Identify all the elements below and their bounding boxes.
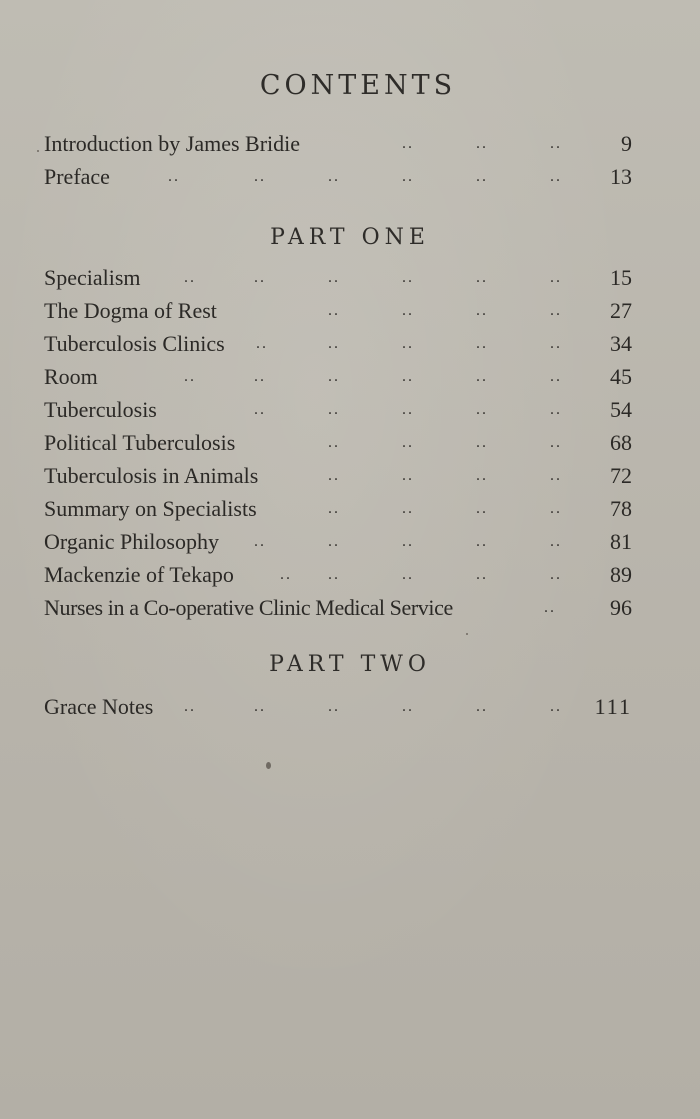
- leader-dots: ..: [550, 335, 562, 352]
- leader-dots: ..: [184, 269, 196, 286]
- toc-entry-title: Organic Philosophy: [44, 529, 219, 554]
- leader-dots: ..: [550, 269, 562, 286]
- leader-dots: ..: [328, 168, 340, 185]
- toc-entry-title: Tuberculosis Clinics: [44, 331, 225, 356]
- toc-entry-title: Nurses in a Co-operative Clinic Medical Service: [44, 595, 453, 620]
- toc-entry-title: Tuberculosis: [44, 397, 157, 422]
- contents-title: CONTENTS: [259, 70, 457, 101]
- toc-entry: [44, 294, 632, 327]
- toc-entry-page: 89: [610, 562, 632, 587]
- toc-entry-title: Political Tuberculosis: [44, 430, 236, 455]
- toc-entry-title: Introduction by James Bridie: [44, 131, 301, 156]
- leader-dots: ..: [476, 302, 488, 319]
- leader-dots: ..: [402, 335, 414, 352]
- toc-entry: [44, 127, 632, 160]
- leader-dots: ..: [402, 566, 414, 583]
- leader-dots: ..: [168, 168, 180, 185]
- leader-dots: ..: [254, 368, 266, 385]
- leader-dots: ..: [476, 401, 488, 418]
- leader-dots: ..: [328, 434, 340, 451]
- toc-entry-title: Mackenzie of Tekapo: [44, 562, 234, 587]
- leader-dots: ..: [550, 368, 562, 385]
- leader-dots: ..: [550, 302, 562, 319]
- leader-dots: ..: [402, 168, 414, 185]
- paper-speck: [466, 633, 468, 635]
- leader-dots: ..: [476, 269, 488, 286]
- toc-entry-page: 78: [610, 496, 632, 521]
- leader-dots: ..: [476, 467, 488, 484]
- leader-dots: ..: [476, 335, 488, 352]
- toc-entry: [44, 525, 632, 558]
- leader-dots: ..: [550, 168, 562, 185]
- front-matter-list: [44, 127, 632, 193]
- leader-dots: ..: [328, 467, 340, 484]
- leader-dots: ..: [254, 698, 266, 715]
- leader-dots: ..: [184, 368, 196, 385]
- leader-dots: ..: [328, 566, 340, 583]
- leader-dots: ..: [476, 698, 488, 715]
- leader-dots: ..: [254, 401, 266, 418]
- leader-dots: ..: [328, 269, 340, 286]
- leader-dots: ..: [476, 135, 488, 152]
- leader-dots: ..: [280, 566, 292, 583]
- toc-entry: [44, 327, 632, 360]
- leader-dots: ..: [256, 335, 268, 352]
- leader-dots: ..: [550, 698, 562, 715]
- leader-dots: ..: [550, 566, 562, 583]
- paper-speck: [37, 150, 39, 152]
- paper-speck: [266, 762, 271, 769]
- leader-dots: ..: [328, 335, 340, 352]
- leader-dots: ..: [328, 533, 340, 550]
- toc-entry-page: 72: [610, 463, 632, 488]
- leader-dots: ..: [328, 368, 340, 385]
- toc-entry: [44, 459, 632, 492]
- toc-entry: [44, 360, 632, 393]
- toc-entry: [44, 261, 632, 294]
- part-one-list: [44, 261, 632, 624]
- toc-entry: [44, 426, 632, 459]
- leader-dots: ..: [402, 368, 414, 385]
- toc-entry-page: 81: [610, 529, 632, 554]
- leader-dots: ..: [476, 500, 488, 517]
- leader-dots: ..: [402, 698, 414, 715]
- toc-entry-page: 15: [610, 265, 632, 290]
- leader-dots: ..: [254, 533, 266, 550]
- toc-entry-title: The Dogma of Rest: [44, 298, 217, 323]
- toc-entry-title: Summary on Specialists: [44, 496, 257, 521]
- leader-dots: ..: [328, 401, 340, 418]
- leader-dots: ..: [328, 302, 340, 319]
- toc-entry-page: 68: [610, 430, 632, 455]
- leader-dots: ..: [402, 135, 414, 152]
- leader-dots: ..: [476, 168, 488, 185]
- toc-entry: [44, 558, 632, 591]
- leader-dots: ..: [476, 434, 488, 451]
- leader-dots: ..: [550, 401, 562, 418]
- part-two-heading: PART TWO: [269, 652, 431, 677]
- toc-entry-page: 96: [610, 595, 632, 620]
- part-two-list: [44, 690, 632, 723]
- leader-dots: ..: [544, 599, 556, 616]
- toc-entry: [44, 160, 632, 193]
- toc-entry-title: Room: [44, 364, 98, 389]
- leader-dots: ..: [402, 533, 414, 550]
- leader-dots: ..: [402, 401, 414, 418]
- leader-dots: ..: [476, 368, 488, 385]
- toc-entry-page: 13: [610, 164, 632, 189]
- leader-dots: ..: [550, 135, 562, 152]
- leader-dots: ..: [402, 500, 414, 517]
- leader-dots: ..: [402, 467, 414, 484]
- leader-dots: ..: [476, 566, 488, 583]
- toc-entry-page: 27: [610, 298, 632, 323]
- toc-entry: [44, 690, 632, 723]
- leader-dots: ..: [550, 434, 562, 451]
- leader-dots: ..: [328, 698, 340, 715]
- leader-dots: ..: [550, 500, 562, 517]
- leader-dots: ..: [254, 168, 266, 185]
- leader-dots: ..: [328, 500, 340, 517]
- leader-dots: ..: [184, 698, 196, 715]
- toc-entry-title: Tuberculosis in Animals: [44, 463, 259, 488]
- part-one-heading: PART ONE: [270, 225, 430, 250]
- leader-dots: ..: [402, 434, 414, 451]
- leader-dots: ..: [402, 269, 414, 286]
- toc-entry: [44, 591, 632, 624]
- leader-dots: ..: [402, 302, 414, 319]
- toc-entry-page: 45: [610, 364, 632, 389]
- toc-entry-page: 9: [621, 131, 632, 156]
- toc-entry-page: 111: [594, 694, 632, 719]
- toc-entry-title: Grace Notes: [44, 694, 154, 719]
- toc-entry-title: Specialism: [44, 265, 141, 290]
- toc-entry: [44, 393, 632, 426]
- leader-dots: ..: [476, 533, 488, 550]
- toc-entry-page: 34: [610, 331, 632, 356]
- toc-entry: [44, 492, 632, 525]
- toc-entry-page: 54: [610, 397, 632, 422]
- leader-dots: ..: [254, 269, 266, 286]
- leader-dots: ..: [550, 533, 562, 550]
- leader-dots: ..: [550, 467, 562, 484]
- toc-entry-title: Preface: [44, 164, 110, 189]
